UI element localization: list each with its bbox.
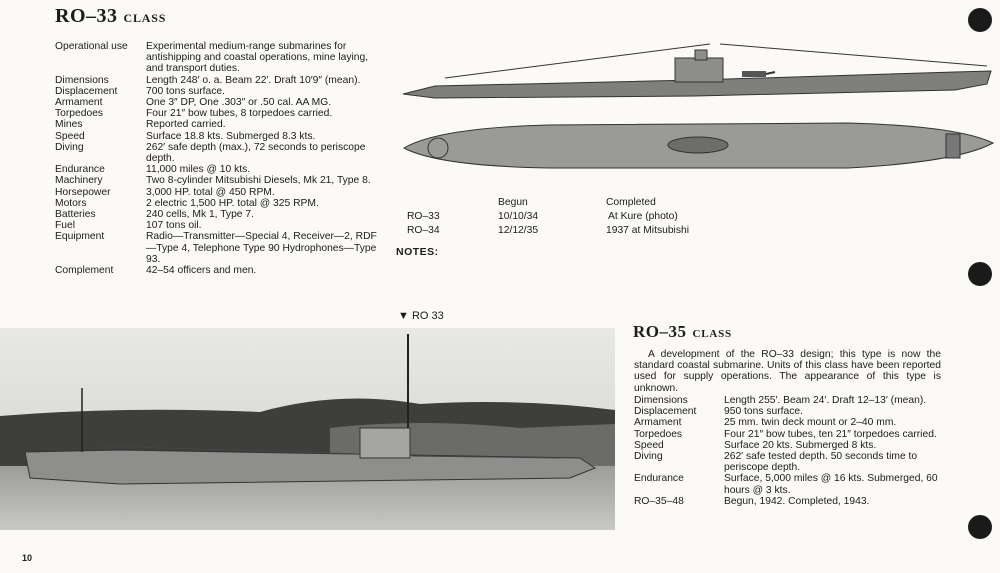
spec-row xyxy=(634,395,941,406)
spec-row xyxy=(55,108,381,119)
spec-row xyxy=(55,198,381,209)
spec-label: Displacement xyxy=(634,406,697,418)
spec-label: Batteries xyxy=(55,209,96,221)
spec-value: 700 tons surface. xyxy=(146,85,225,97)
spec-label: RO–35–48 xyxy=(634,495,684,507)
notes-label: NOTES: xyxy=(396,246,439,258)
spec-value: 2 electric 1,500 HP. total @ 325 RPM. xyxy=(146,197,319,209)
binder-hole xyxy=(968,515,992,539)
spec-label: Diving xyxy=(634,451,663,463)
spec-value: Surface 20 kts. Submerged 8 kts. xyxy=(724,439,877,451)
ro33-title xyxy=(55,5,166,28)
spec-row xyxy=(634,429,941,440)
spec-label: Speed xyxy=(634,439,664,451)
spec-label: Mines xyxy=(55,119,83,131)
dates-begun: 12/12/35 xyxy=(498,225,539,236)
spec-value: 950 tons surface. xyxy=(724,406,803,418)
spec-label: Torpedoes xyxy=(55,108,104,120)
spec-row xyxy=(55,131,381,142)
dates-ship: RO–34 xyxy=(407,225,440,236)
dates-header-completed: Completed xyxy=(606,197,656,208)
ro33-spec-table xyxy=(55,41,381,276)
binder-hole xyxy=(968,262,992,286)
spec-label: Fuel xyxy=(55,220,76,232)
spec-label: Endurance xyxy=(634,473,684,485)
page-number: 10 xyxy=(22,553,33,563)
spec-value: 3,000 HP. total @ 450 RPM. xyxy=(146,186,275,198)
spec-label: Complement xyxy=(55,265,114,277)
spec-label: Operational use xyxy=(55,41,128,52)
dates-ship: RO–33 xyxy=(407,211,440,222)
spec-row xyxy=(55,41,381,75)
dates-completed: At Kure (photo) xyxy=(608,211,678,222)
spec-value: 11,000 miles @ 10 kts. xyxy=(146,164,251,176)
spec-row xyxy=(634,417,941,428)
spec-row xyxy=(55,209,381,220)
spec-value: Surface 18.8 kts. Submerged 8.3 kts. xyxy=(146,130,316,142)
spec-label: Machinery xyxy=(55,175,103,187)
spec-row xyxy=(55,86,381,97)
spec-value: One 3″ DP, One .303″ or .50 cal. AA MG. xyxy=(146,97,332,109)
spec-row xyxy=(55,164,381,175)
spec-row xyxy=(55,119,381,130)
spec-value: Length 255′. Beam 24′. Draft 12–13′ (mean). xyxy=(724,395,927,406)
spec-row xyxy=(55,175,381,186)
spec-row xyxy=(634,473,941,495)
spec-label: Dimensions xyxy=(55,74,109,86)
spec-value: Begun, 1942. Completed, 1943. xyxy=(724,495,870,507)
spec-value: 262′ safe depth (max.), 72 seconds to periscope depth. xyxy=(146,141,366,165)
dates-completed: 1937 at Mitsubishi xyxy=(606,225,689,236)
spec-row xyxy=(634,451,941,473)
spec-row xyxy=(634,496,941,507)
spec-value: Four 21″ bow tubes, ten 21″ torpedoes carried. xyxy=(724,428,937,440)
dates-begun: 10/10/34 xyxy=(498,211,539,222)
spec-label: Dimensions xyxy=(634,395,688,406)
spec-value: Reported carried. xyxy=(146,119,226,131)
spec-label: Motors xyxy=(55,197,87,209)
spec-row xyxy=(55,142,381,164)
ro33-title-suffix: CLASS xyxy=(123,11,167,25)
spec-label: Armament xyxy=(55,97,103,109)
spec-label: Diving xyxy=(55,141,84,153)
spec-value: 107 tons oil. xyxy=(146,220,202,232)
ro35-title-main: RO–35 xyxy=(633,322,687,341)
spec-row xyxy=(634,440,941,451)
binder-hole xyxy=(968,8,992,32)
spec-label: Equipment xyxy=(55,231,105,243)
spec-value: Experimental medium-range submarines for antishipping and coastal operations, mine laying, and transport duties. xyxy=(146,41,369,75)
spec-row xyxy=(55,220,381,231)
spec-value: 262′ safe tested depth. 50 seconds time to periscope depth. xyxy=(724,451,918,474)
dates-header-begun: Begun xyxy=(498,197,528,208)
spec-label: Displacement xyxy=(55,85,118,97)
spec-row xyxy=(55,265,381,276)
spec-label: Horsepower xyxy=(55,186,111,198)
spec-value: Four 21″ bow tubes, 8 torpedoes carried. xyxy=(146,108,333,120)
spec-row xyxy=(55,231,381,265)
spec-label: Armament xyxy=(634,417,682,429)
spec-row xyxy=(55,187,381,198)
spec-label: Torpedoes xyxy=(634,428,683,440)
spec-value: 42–54 officers and men. xyxy=(146,265,257,277)
ro35-title xyxy=(633,322,732,342)
spec-value: Surface, 5,000 miles @ 16 kts. Submerged, 60 hours @ 3 kts. xyxy=(724,473,938,496)
ro35-intro: A development of the RO–33 design; this type is now the standard coastal submarine. Units of this class have been reported used for supply operations. The appearance of this type is unknown. xyxy=(634,349,941,394)
spec-label: Speed xyxy=(55,130,85,142)
spec-value: 240 cells, Mk 1, Type 7. xyxy=(146,209,254,221)
spec-row xyxy=(55,97,381,108)
ro35-spec-table xyxy=(634,395,941,507)
spec-value: Length 248′ o. a. Beam 22′. Draft 10′9″ (mean). xyxy=(146,74,361,86)
spec-value: Two 8-cylinder Mitsubishi Diesels, Mk 21, Type 8. xyxy=(146,175,371,187)
ro33-side-profile-drawing xyxy=(395,38,1000,108)
spec-value: Radio—Transmitter—Special 4, Receiver—2, RDF—Type 4, Telephone Type 90 Hydrophones—Type 93. xyxy=(146,231,377,265)
spec-row xyxy=(55,75,381,86)
ro33-title-main: RO–33 xyxy=(55,5,118,27)
ro33-top-view-drawing xyxy=(398,118,998,176)
ro35-title-suffix: CLASS xyxy=(692,328,732,340)
spec-label: Endurance xyxy=(55,164,105,176)
spec-row xyxy=(634,406,941,417)
spec-value: 25 mm. twin deck mount or 2–40 mm. xyxy=(724,417,897,429)
photo-caption: ▼ RO 33 xyxy=(398,310,444,322)
ro33-photo xyxy=(0,328,615,530)
